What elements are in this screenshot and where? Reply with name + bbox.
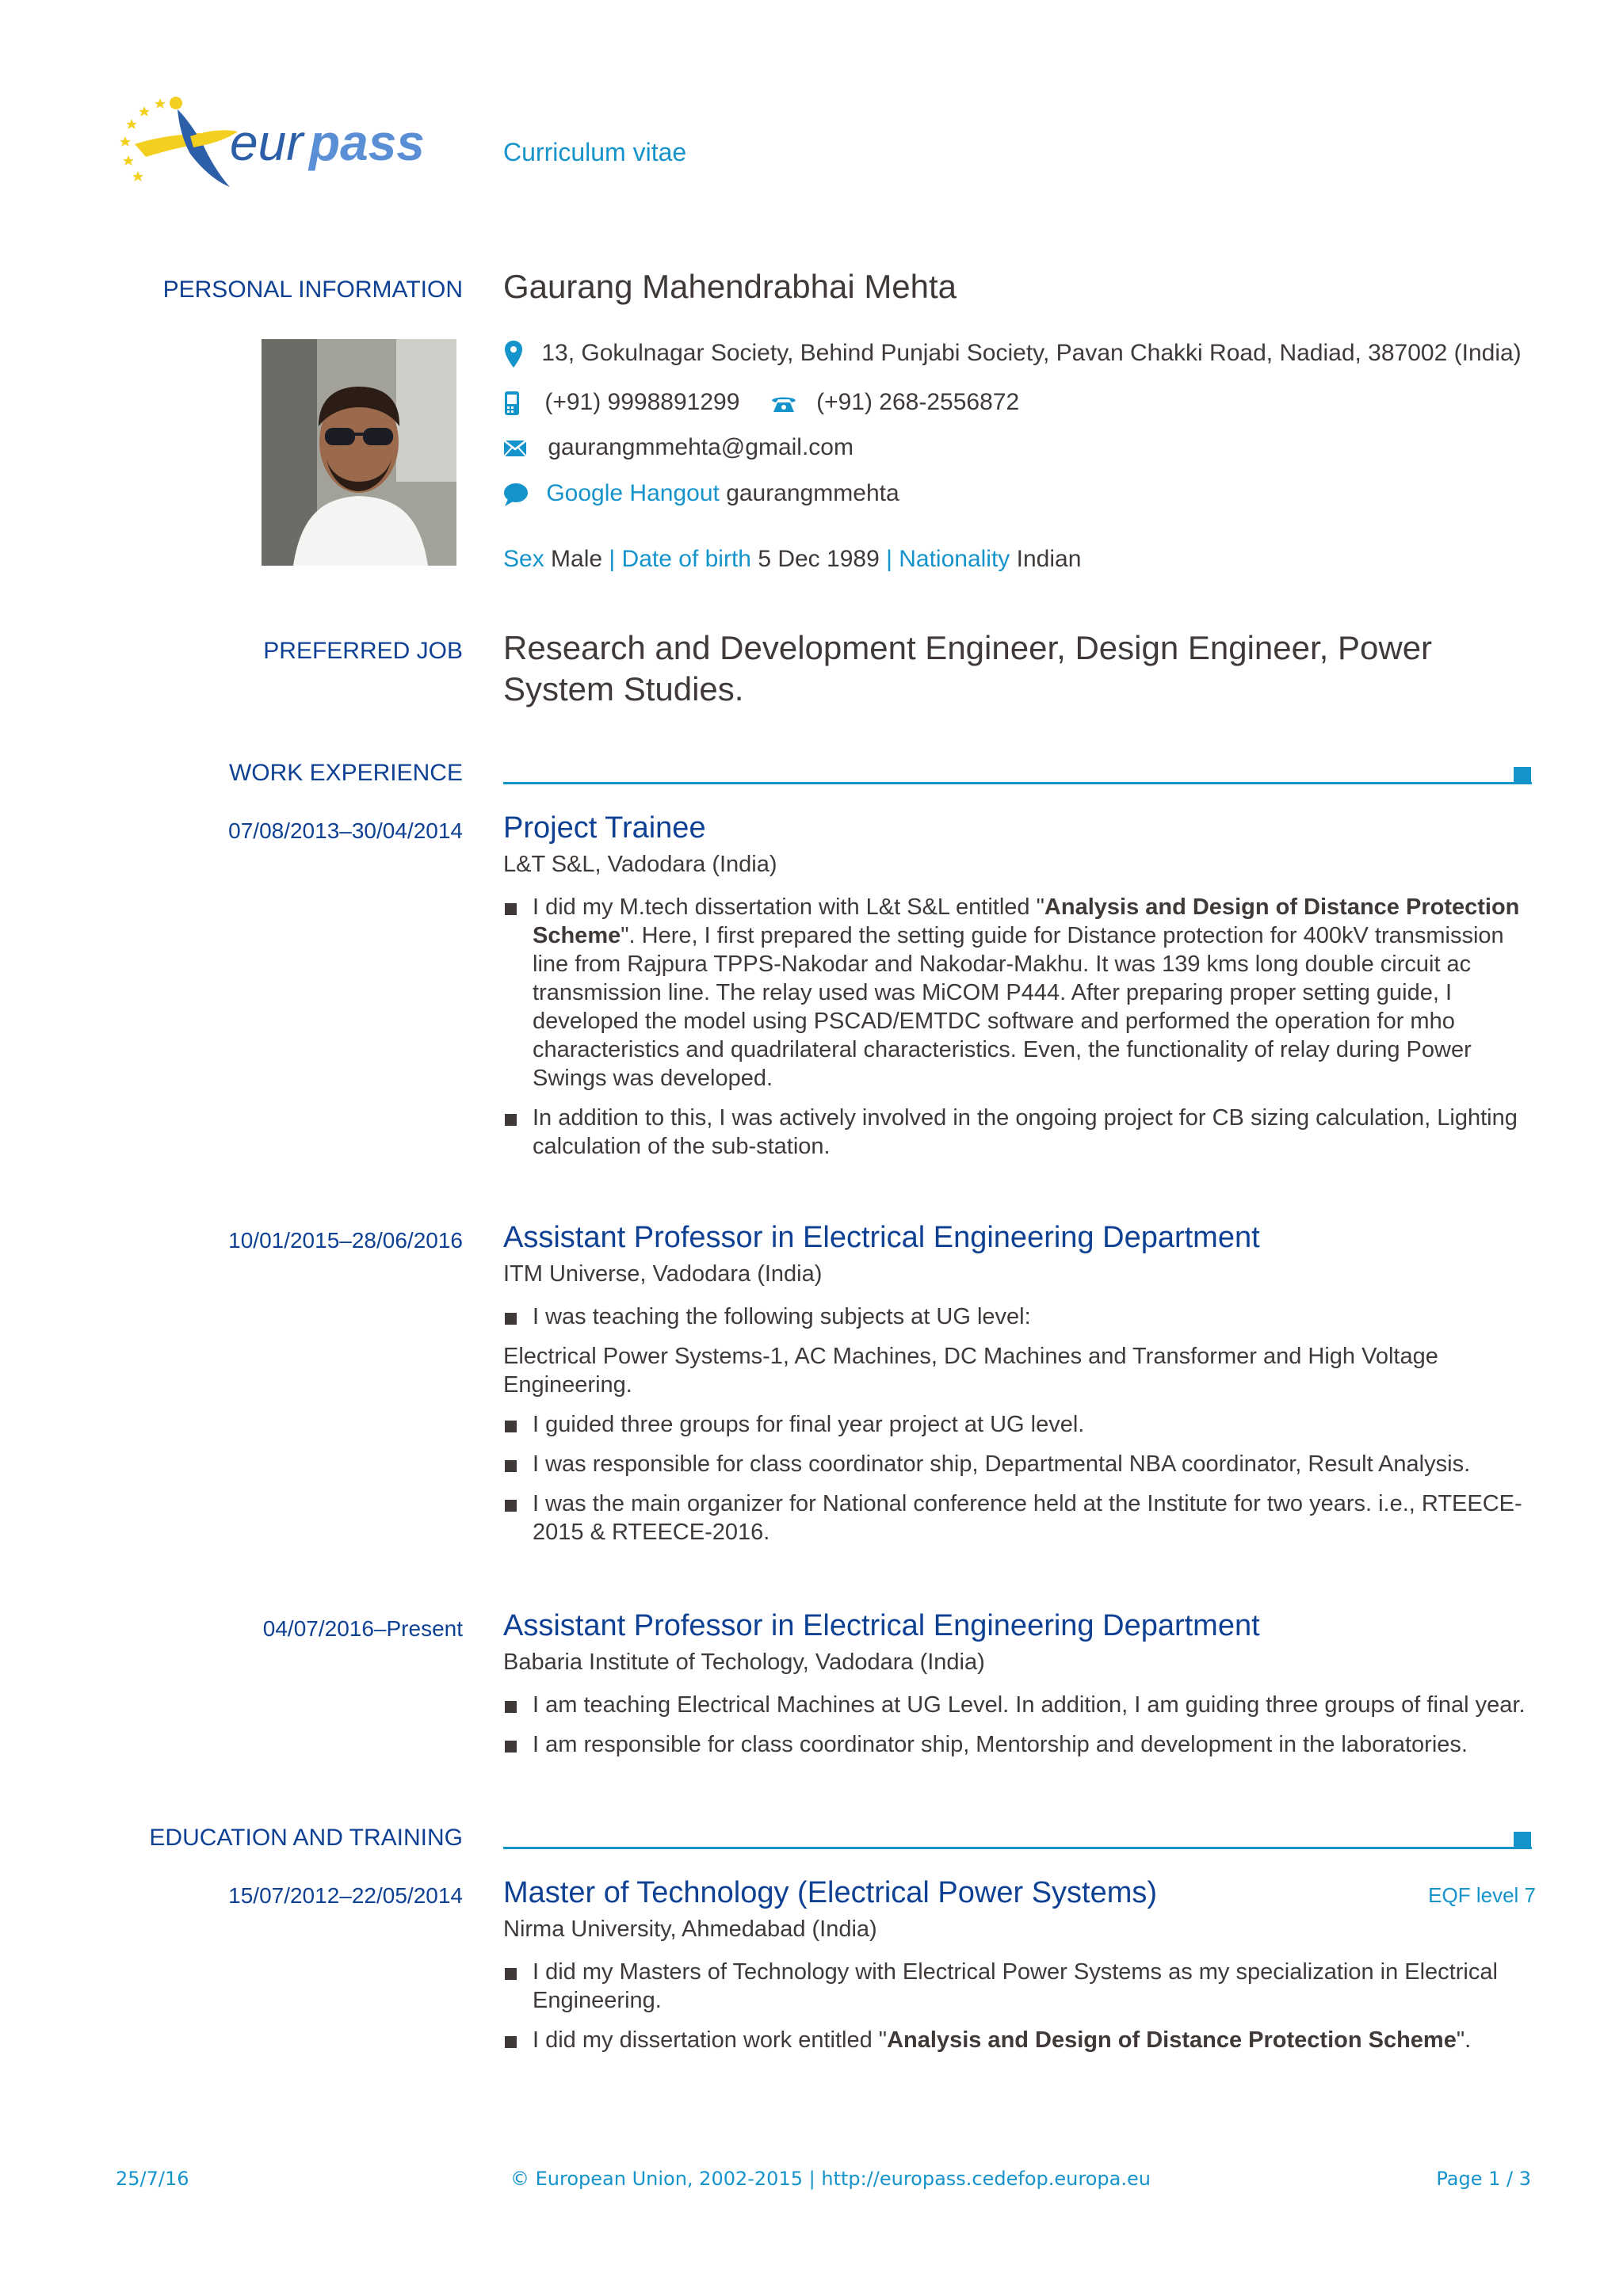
work-3-title: Assistant Professor in Electrical Engineering Department (503, 1609, 1260, 1642)
section-education-training: EDUCATION AND TRAINING (149, 1825, 463, 1851)
work-3-employer: Babaria Institute of Techology, Vadodara (India) (503, 1650, 985, 1675)
list-item: I guided three groups for final year project at UG level. (503, 1410, 1533, 1439)
section-personal-information: PERSONAL INFORMATION (162, 277, 463, 303)
work-2-title: Assistant Professor in Electrical Engineering Department (503, 1221, 1260, 1254)
sex-value: Male (551, 546, 603, 572)
work-2-employer: ITM Universe, Vadodara (India) (503, 1261, 823, 1287)
mobile-phone-icon (503, 391, 521, 416)
education-1-body (503, 1875, 1536, 2065)
person-name: Gaurang Mahendrabhai Mehta (503, 268, 957, 305)
preferred-job-text (503, 627, 1549, 710)
section-divider-line (503, 782, 1532, 784)
work-1-title: Project Trainee (503, 811, 706, 845)
list-item: I was teaching the following subjects at UG level: (503, 1302, 1533, 1331)
section-divider-line (503, 1847, 1532, 1849)
phone-text: (+91) 268-2556872 (816, 389, 1020, 415)
list-item: In addition to this, I was actively involved in the ongoing project for CB sizing calculation, Lighting calculation of the sub-station. (503, 1104, 1533, 1161)
location-pin-icon (503, 339, 524, 369)
work-2-dates: 10/01/2015–28/06/2016 (228, 1228, 463, 1253)
work-2-subjects-paragraph: Electrical Power Systems-1, AC Machines, DC Machines and Transformer and High Voltage Engineering. (503, 1344, 1438, 1398)
personal-details-row (503, 545, 1081, 574)
list-item: I am teaching Electrical Machines at UG Level. In addition, I am guiding three groups of final year. (503, 1691, 1533, 1719)
telephone-icon (770, 393, 797, 414)
list-item: I did my dissertation work entitled "Analysis and Design of Distance Protection Scheme". (503, 2026, 1533, 2054)
section-divider-square (1514, 767, 1531, 784)
work-2-body (503, 1220, 1533, 1558)
section-preferred-job: PREFERRED JOB (263, 638, 463, 664)
work-3-body (503, 1608, 1533, 1770)
nationality-label: | Nationality (886, 546, 1010, 572)
profile-photo (262, 339, 456, 566)
im-label: Google Hangout (546, 480, 720, 506)
email-envelope-icon (503, 440, 527, 457)
work-1-dates: 07/08/2013–30/04/2014 (228, 818, 463, 843)
dob-value: 5 Dec 1989 (758, 546, 880, 572)
work-2-bullets-b (503, 1410, 1533, 1547)
footer-date: 25/7/16 (116, 2168, 189, 2190)
education-1-title: Master of Technology (Electrical Power Systems) (503, 1876, 1158, 1909)
education-1-dates: 15/07/2012–22/05/2014 (228, 1883, 463, 1908)
doc-title: Curriculum vitae (503, 138, 687, 166)
list-item: I did my Masters of Technology with Electrical Power Systems as my specialization in Electrical Engineering. (503, 1958, 1533, 2015)
work-3-dates: 04/07/2016–Present (262, 1616, 463, 1641)
work-1-bullets (503, 893, 1533, 1161)
address-row (503, 339, 1522, 369)
work-2-bullets-a (503, 1302, 1533, 1331)
dob-label: | Date of birth (609, 546, 751, 572)
section-divider-square (1514, 1832, 1531, 1849)
list-item: I did my M.tech dissertation with L&t S&L entitled "Analysis and Design of Distance Protection Scheme". Here, I first prepared the setting guide for Distance protection for 400kV transmission line from Rajpura TPPS-Nakodar and Nakodar-Makhu. It was 139 kms long double circuit ac transmission line. The relay used was MiCOM P444. After preparing proper setting guide, I developed the model using PSCAD/EMTDC software and performed the operation for mho characteristics and quadrilateral characteristics. Even, the functionality of relay during Power Swings was developed. (503, 893, 1533, 1093)
eqf-level: EQF level 7 (1428, 1883, 1536, 1907)
footer-page-number: Page 1 / 3 (1436, 2168, 1531, 2190)
europass-logo (111, 87, 475, 198)
work-3-bullets (503, 1691, 1533, 1759)
preferred-job-line-2: System Studies. (503, 670, 744, 707)
mobile-text: (+91) 9998891299 (544, 389, 740, 415)
footer-copyright[interactable]: © European Union, 2002-2015 | http://europass.cedefop.europa.eu (510, 2168, 1151, 2190)
list-item: I am responsible for class coordinator ship, Mentorship and development in the laboratories. (503, 1730, 1533, 1759)
list-item: I was responsible for class coordinator ship, Departmental NBA coordinator, Result Analysis. (503, 1450, 1533, 1478)
nationality-value: Indian (1016, 546, 1082, 572)
europass-logo-eur-text: eur (230, 114, 304, 171)
chat-bubble-icon (503, 482, 529, 507)
address-text: 13, Gokulnagar Society, Behind Punjabi Society, Pavan Chakki Road, Nadiad, 387002 (India) (541, 340, 1522, 366)
sex-label: Sex (503, 546, 544, 572)
europass-logo-pass-text: pass (309, 114, 425, 171)
education-1-org: Nirma University, Ahmedabad (India) (503, 1917, 877, 1942)
education-1-bullets (503, 1958, 1533, 2054)
work-1-body (503, 810, 1533, 1172)
phone-row (503, 388, 1019, 417)
im-row (503, 479, 899, 508)
work-1-employer: L&T S&L, Vadodara (India) (503, 852, 777, 877)
email-row (503, 433, 854, 462)
preferred-job-line-1: Research and Development Engineer, Design Engineer, Power (503, 629, 1433, 666)
email-text[interactable]: gaurangmmehta@gmail.com (548, 434, 854, 460)
person-photo-illustration (262, 339, 456, 566)
europass-logo-graphic (111, 87, 475, 198)
section-work-experience: WORK EXPERIENCE (228, 760, 463, 786)
im-value: gaurangmmehta (726, 480, 899, 506)
list-item: I was the main organizer for National conference held at the Institute for two years. i.e., RTEECE-2015 & RTEECE-2016. (503, 1489, 1533, 1547)
